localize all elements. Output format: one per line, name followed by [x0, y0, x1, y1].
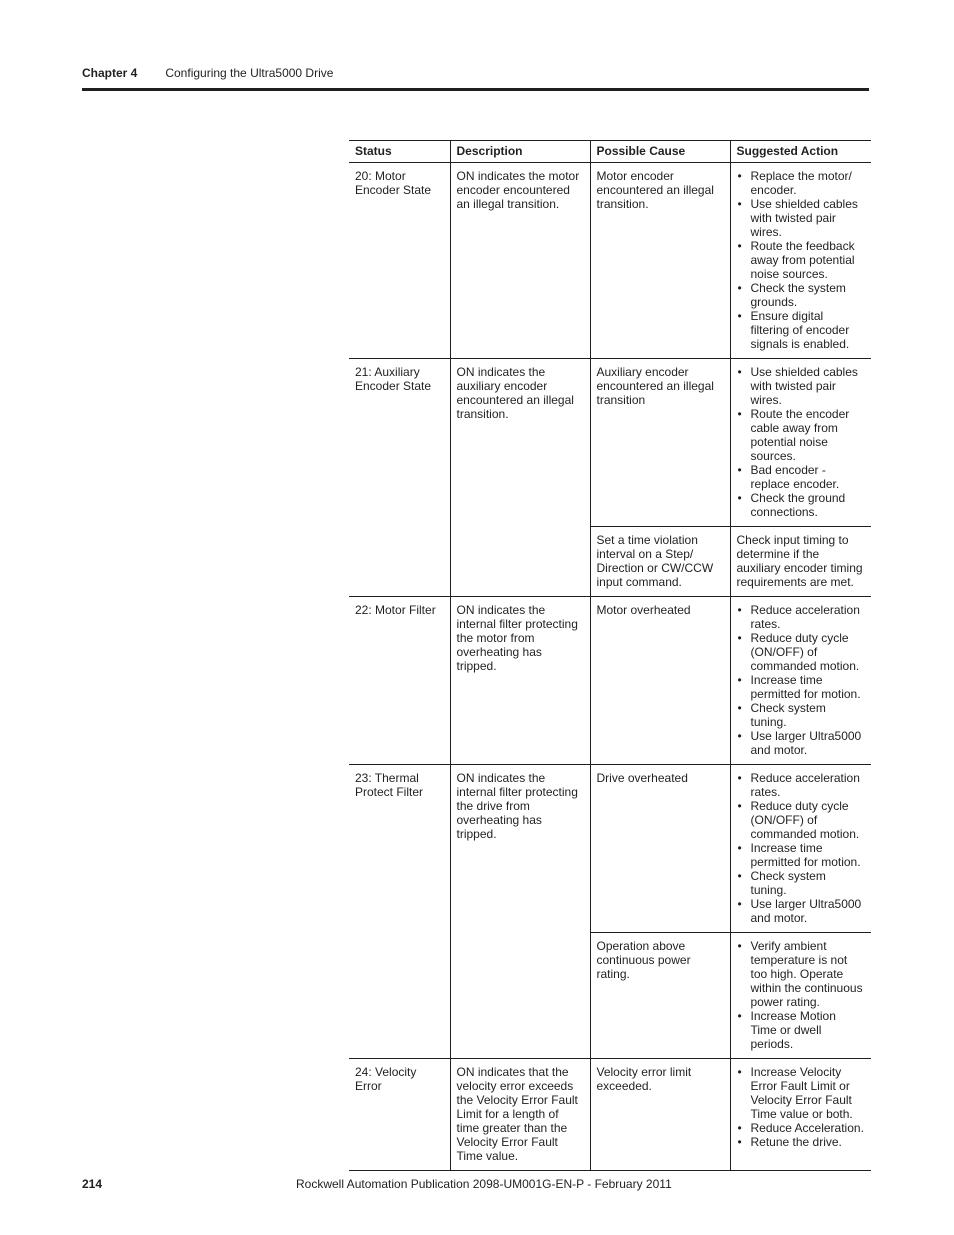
table-row [349, 359, 871, 527]
description-cell: ON indicates the internal filter protecting the drive from overheating has tripped. [450, 765, 590, 1059]
page-number: 214 [82, 1177, 103, 1191]
column-header: Status [349, 141, 450, 163]
header-rule [82, 88, 869, 91]
possible-cause-cell: Auxiliary encoder encountered an illegal transition [590, 359, 730, 527]
description-cell: ON indicates the internal filter protecting the motor from overheating has tripped. [450, 597, 590, 765]
status-cell: 24: Velocity Error [349, 1059, 450, 1171]
action-item: • Reduce acceleration rates. [737, 603, 866, 631]
description-cell: ON indicates the auxiliary encoder encountered an illegal transition. [450, 359, 590, 597]
action-item: • Use shielded cables with twisted pair wires. [737, 365, 866, 407]
suggested-action-cell [730, 933, 871, 1059]
possible-cause-cell: Motor encoder encountered an illegal transition. [590, 163, 730, 359]
action-item: • Use larger Ultra5000 and motor. [737, 897, 866, 925]
table-header-row [349, 141, 871, 163]
status-cell: 23: Thermal Protect Filter [349, 765, 450, 1059]
action-item: • Increase Velocity Error Fault Limit or Velocity Error Fault Time value or both. [737, 1065, 866, 1121]
table-row [349, 163, 871, 359]
action-item: • Bad encoder - replace encoder. [737, 463, 866, 491]
action-item: • Reduce duty cycle (ON/OFF) of commanded motion. [737, 631, 866, 673]
possible-cause-cell: Set a time violation interval on a Step/ Direction or CW/CCW input command. [590, 527, 730, 597]
action-list [737, 939, 866, 1051]
suggested-action-cell [730, 597, 871, 765]
action-item: • Check system tuning. [737, 869, 866, 897]
status-cell: 22: Motor Filter [349, 597, 450, 765]
action-item: • Check the system grounds. [737, 281, 866, 309]
action-list [737, 603, 866, 757]
action-item: • Check system tuning. [737, 701, 866, 729]
suggested-action-cell [730, 163, 871, 359]
suggested-action-cell [730, 1059, 871, 1171]
possible-cause-cell: Velocity error limit exceeded. [590, 1059, 730, 1171]
action-item: • Use shielded cables with twisted pair wires. [737, 197, 866, 239]
possible-cause-cell: Motor overheated [590, 597, 730, 765]
publication-info: Rockwell Automation Publication 2098-UM001G-EN-P - February 2011 [296, 1177, 672, 1191]
action-item: • Route the encoder cable away from potential noise sources. [737, 407, 866, 463]
suggested-action-cell: Check input timing to determine if the auxiliary encoder timing requirements are met. [730, 527, 871, 597]
action-item: • Retune the drive. [737, 1135, 866, 1149]
action-item: • Route the feedback away from potential noise sources. [737, 239, 866, 281]
action-item: • Verify ambient temperature is not too high. Operate within the continuous power rating. [737, 939, 866, 1009]
action-list [737, 365, 866, 519]
status-cell: 21: Auxiliary Encoder State [349, 359, 450, 597]
action-item: • Increase time permitted for motion. [737, 841, 866, 869]
action-item: • Increase Motion Time or dwell periods. [737, 1009, 866, 1051]
table-row [349, 597, 871, 765]
suggested-action-cell [730, 359, 871, 527]
description-cell: ON indicates that the velocity error exceeds the Velocity Error Fault Limit for a length of time greater than the Velocity Error Fault Time value. [450, 1059, 590, 1171]
status-table [349, 140, 871, 1171]
action-item: • Check the ground connections. [737, 491, 866, 519]
action-item: • Replace the motor/ encoder. [737, 169, 866, 197]
action-item: • Reduce acceleration rates. [737, 771, 866, 799]
chapter-title: Configuring the Ultra5000 Drive [165, 66, 334, 80]
action-list [737, 1065, 866, 1149]
column-header: Suggested Action [730, 141, 871, 163]
table-row [349, 1059, 871, 1171]
status-cell: 20: Motor Encoder State [349, 163, 450, 359]
action-item: • Reduce duty cycle (ON/OFF) of commanded motion. [737, 799, 866, 841]
description-cell: ON indicates the motor encoder encountered an illegal transition. [450, 163, 590, 359]
possible-cause-cell: Operation above continuous power rating. [590, 933, 730, 1059]
column-header: Possible Cause [590, 141, 730, 163]
column-header: Description [450, 141, 590, 163]
action-item: • Increase time permitted for motion. [737, 673, 866, 701]
action-item: • Ensure digital filtering of encoder signals is enabled. [737, 309, 866, 351]
running-header [82, 66, 333, 80]
chapter-label: Chapter 4 [82, 66, 138, 80]
suggested-action-cell [730, 765, 871, 933]
action-item: • Use larger Ultra5000 and motor. [737, 729, 866, 757]
possible-cause-cell: Drive overheated [590, 765, 730, 933]
table-row [349, 765, 871, 933]
action-list [737, 169, 866, 351]
action-list [737, 771, 866, 925]
action-item: • Reduce Acceleration. [737, 1121, 866, 1135]
